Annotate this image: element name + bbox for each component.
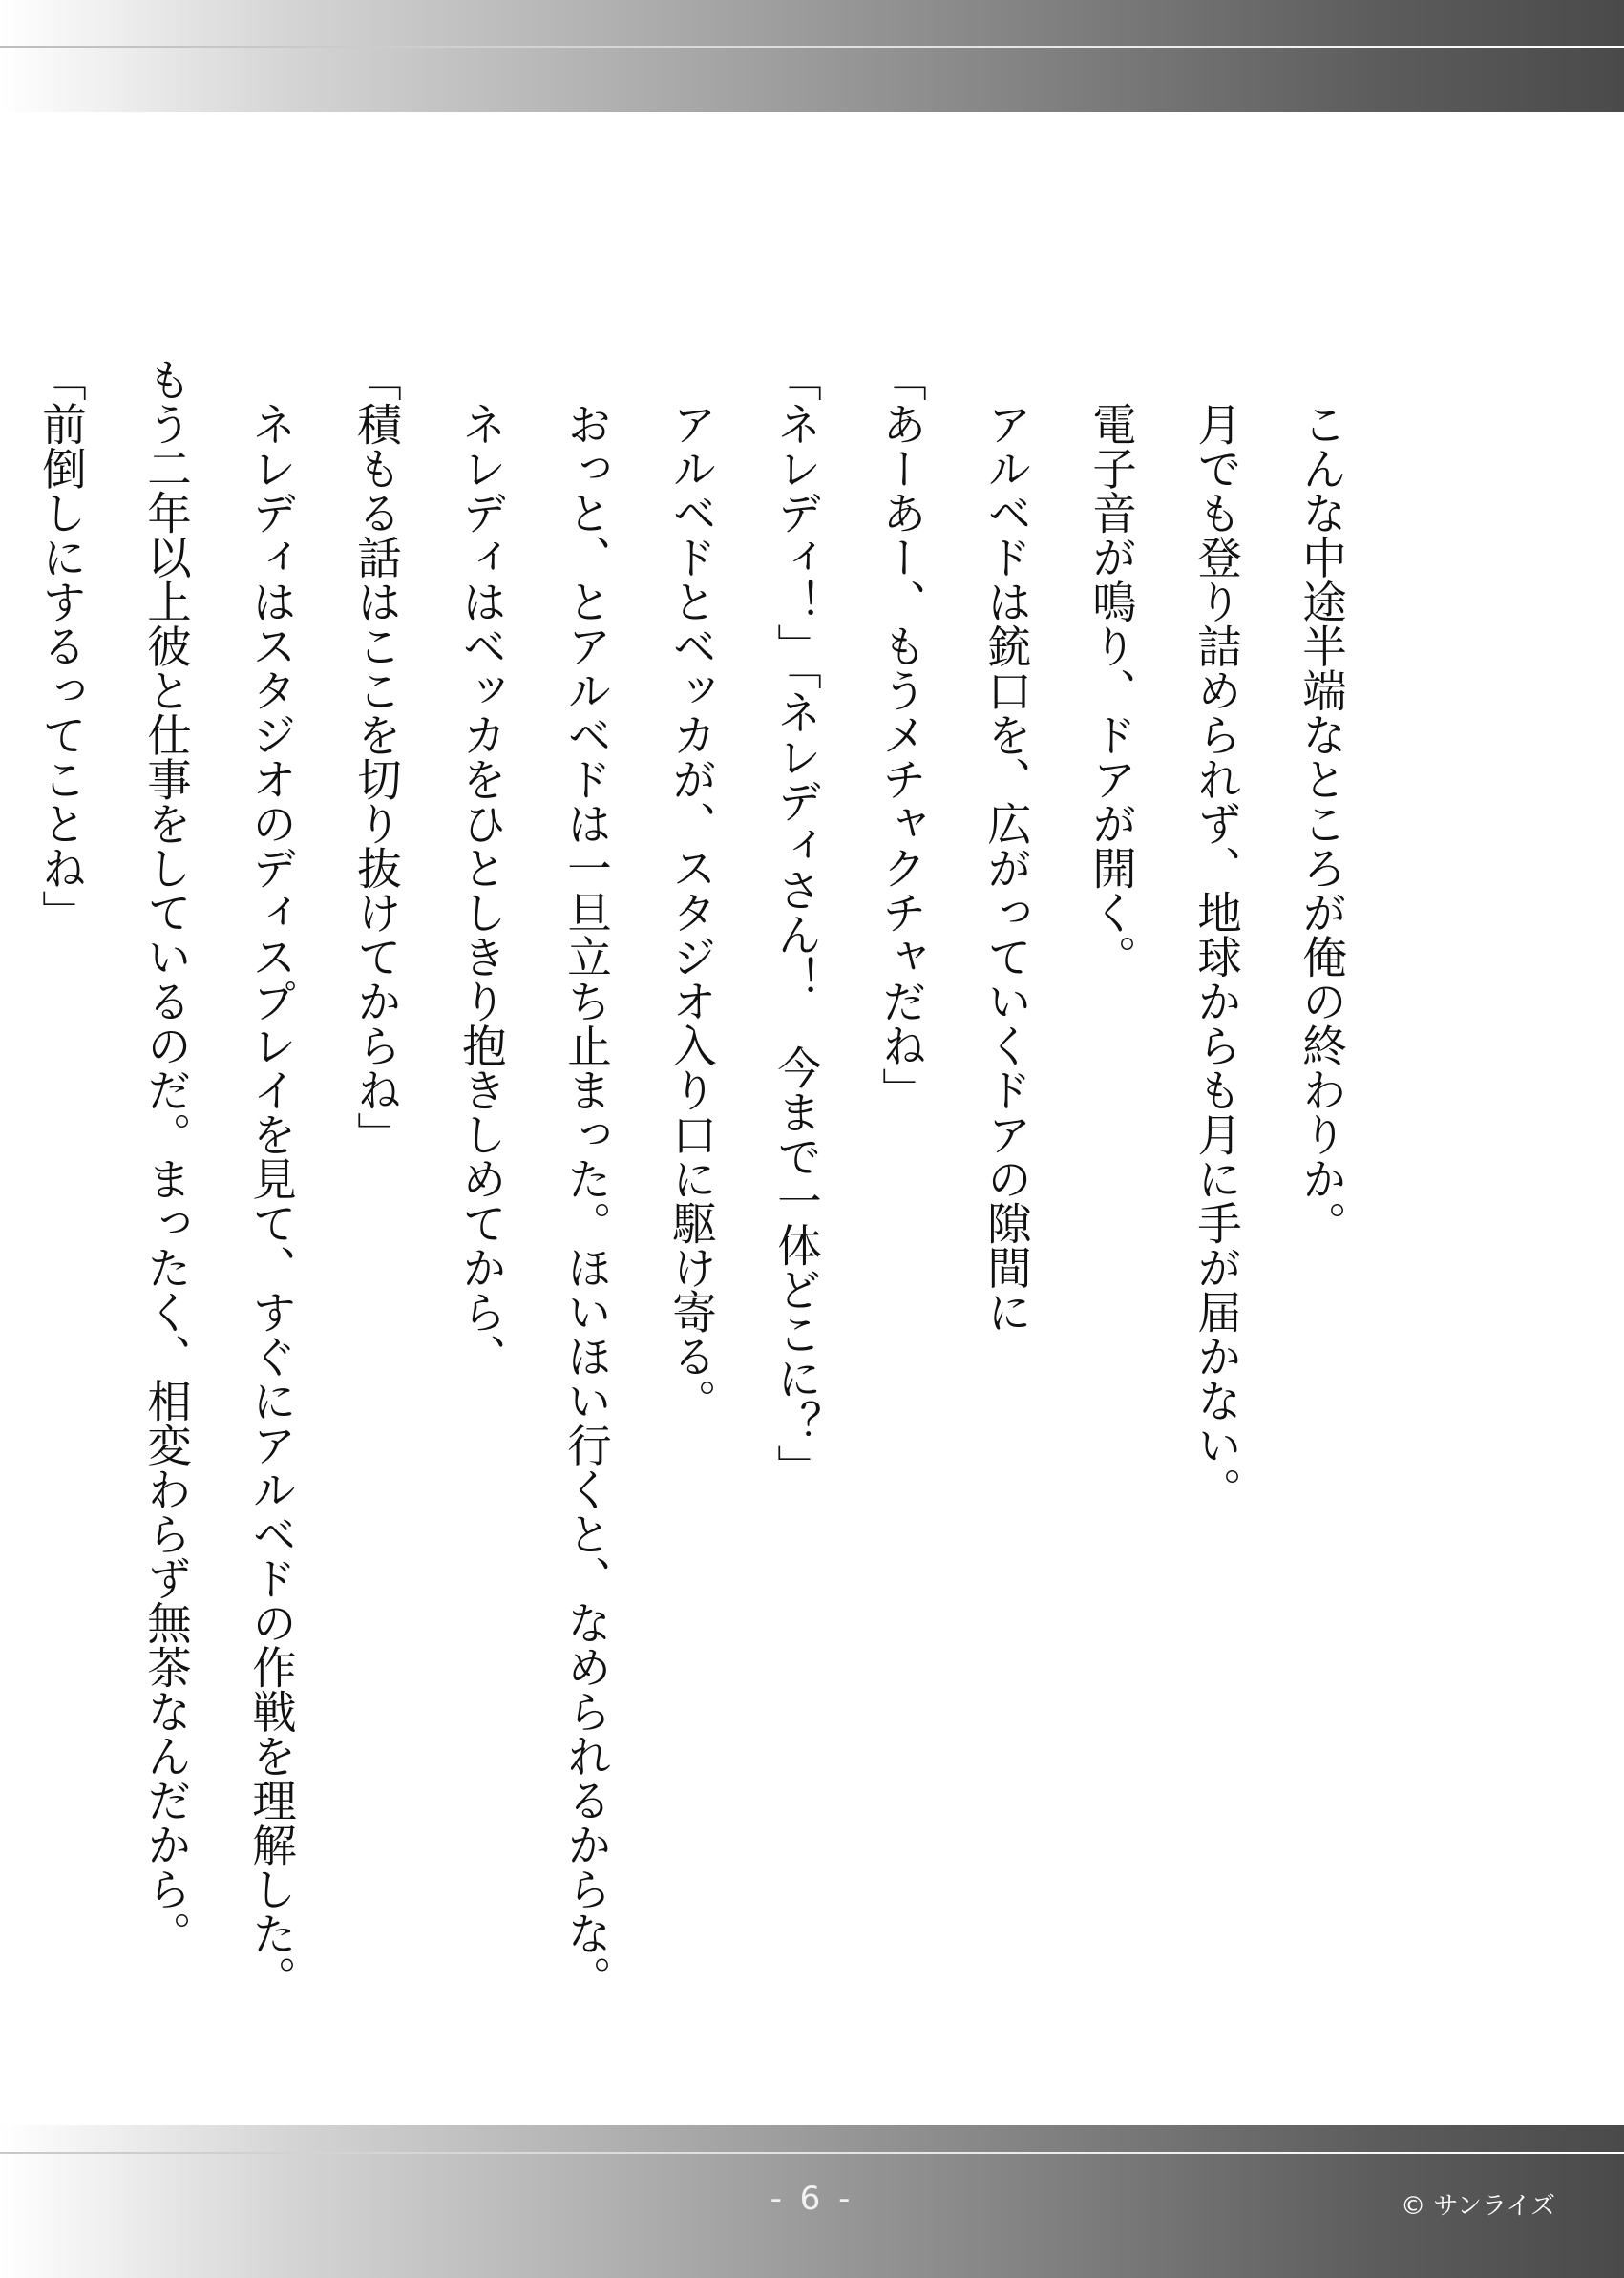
header-band xyxy=(0,0,1624,112)
header-rule xyxy=(0,46,1624,48)
text-line: ネレディはベッカをひとしきり抱きしめてから、 xyxy=(455,357,507,1379)
page-number: - 6 - xyxy=(770,2180,854,2218)
text-line: 「ネレディ！」「ネレディさん！ 今まで一体どこに？」 xyxy=(770,357,822,1489)
text-line: 「あーあー、もうメチャクチャだね」 xyxy=(875,357,927,1112)
copyright-notice: © サンライズ xyxy=(1401,2192,1555,2221)
text-line: 電子音が鳴り、ドアが開く。 xyxy=(1086,357,1137,979)
text-line: アルベドは銃口を、広がっていくドアの隙間に xyxy=(981,357,1032,1334)
text-line: 「積もる話はここを切り抜けてからね」 xyxy=(350,357,402,1156)
footer-rule xyxy=(0,2152,1624,2154)
text-line: もう二年以上彼と仕事をしているのだ。まったく、相変わらず無茶なんだから。 xyxy=(140,357,192,1955)
text-line: 月でも登り詰められず、地球からも月に手が届かない。 xyxy=(1191,357,1242,1511)
text-line: おっと、とアルベドは一旦立ち止まった。ほいほい行くと、なめられるからな。 xyxy=(560,357,612,2000)
text-line: アルベドとベッカが、スタジオ入り口に駆け寄る。 xyxy=(665,357,717,1423)
text-line: 「前倒しにするってことね」 xyxy=(35,357,87,935)
text-line xyxy=(0,357,9,2057)
vertical-body-text xyxy=(0,357,1374,2057)
text-line: こんな中途半端なところが俺の終わりか。 xyxy=(1296,357,1347,1245)
text-line: ネレディはスタジオのディスプレイを見て、すぐにアルベドの作戦を理解した。 xyxy=(245,357,297,2000)
